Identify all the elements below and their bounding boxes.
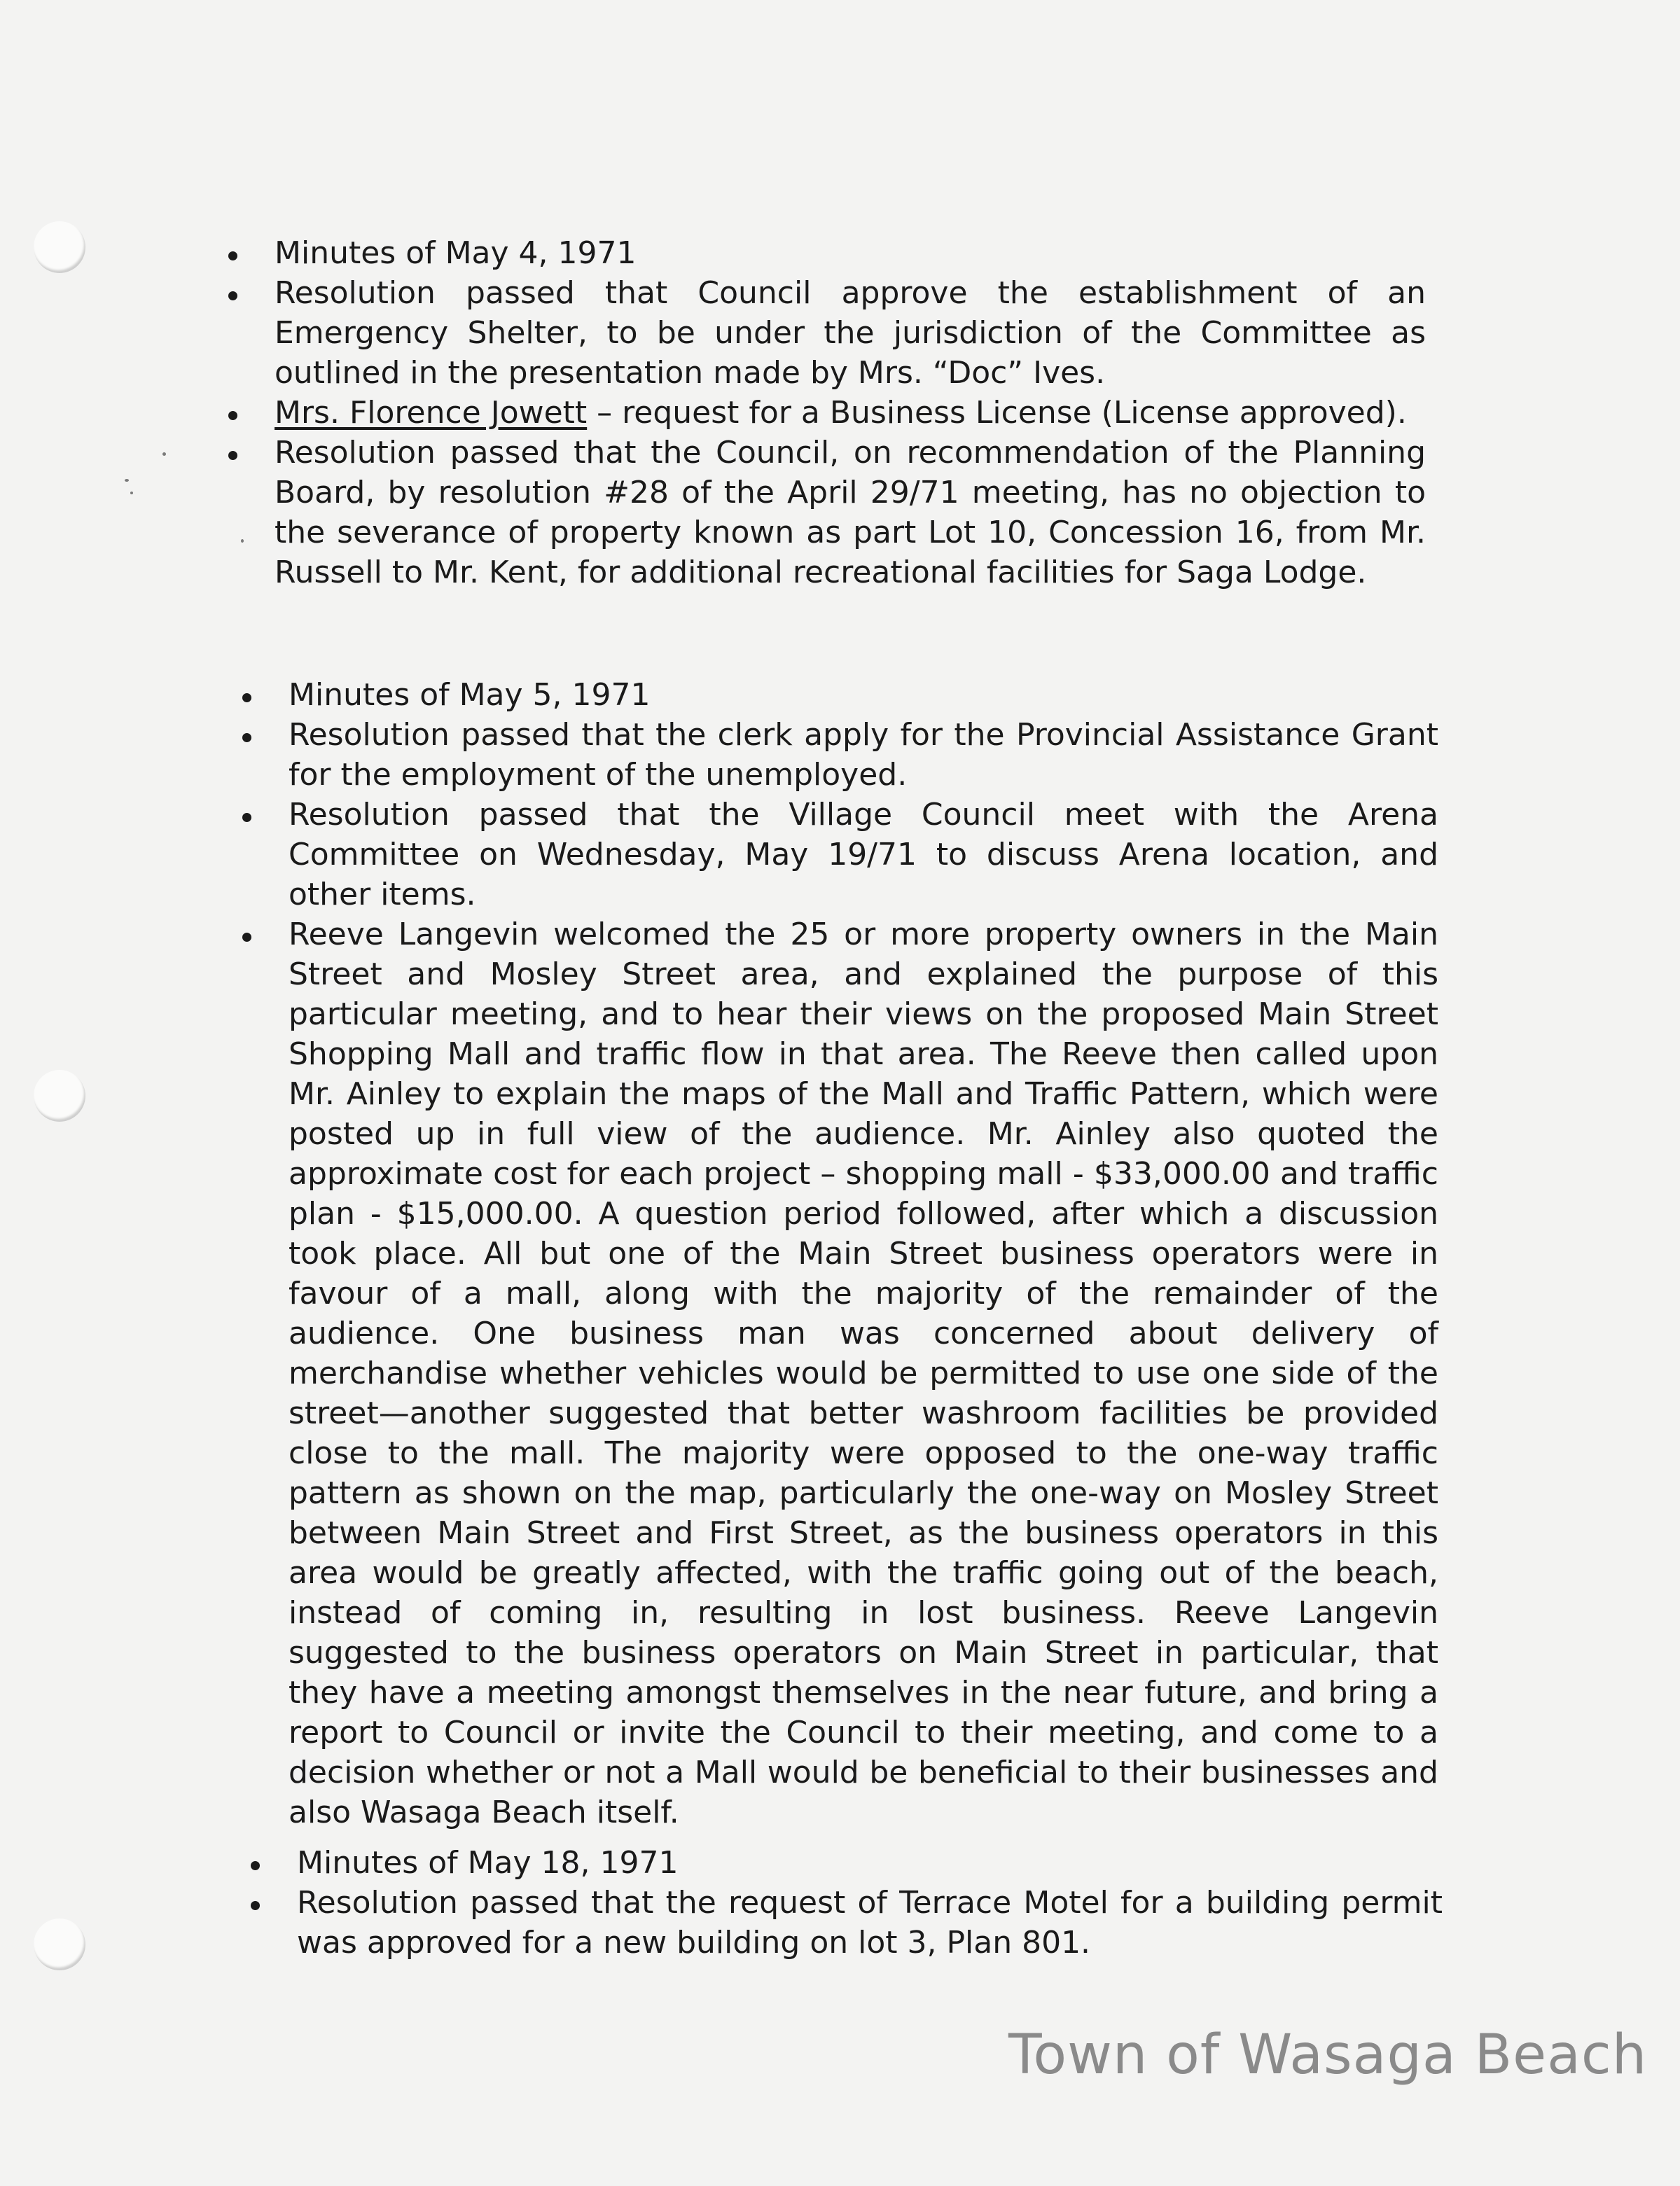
list-item bbox=[237, 795, 1438, 914]
item-text: – request for a Business License (License approved). bbox=[587, 395, 1407, 431]
item-text: Resolution passed that the request of Terrace Motel for a building permit was approved for a new building on lot 3, Plan 801. bbox=[297, 1885, 1443, 1961]
punch-hole-bottom bbox=[34, 1919, 85, 1970]
item-text: Resolution passed that the Council, on recommendation of the Planning Board, by resolution #28 of the April 29/71 meeting, has no objection to the severance of property known as part Lot 10, Concession 16, from Mr. Russell to Mr. Kent, for additional recreational facilities for Saga Lodge. bbox=[275, 435, 1426, 590]
minutes-section-may-4 bbox=[223, 233, 1426, 592]
item-text: Resolution passed that the Village Council meet with the Arena Committee on Wednesday, May 19/71 to discuss Arena location, and other items. bbox=[289, 797, 1438, 912]
list-item bbox=[237, 675, 1438, 715]
item-text: Reeve Langevin welcomed the 25 or more property owners in the Main Street and Mosley Street area, and explained the purpose of this particular meeting, and to hear their views on the proposed Main Street Shopping Mall and traffic flow in that area. The Reeve then called upon Mr. Ainley to explain the maps of the Mall and Traffic Pattern, which were posted up in full view of the audience. Mr. Ainley also quoted the approximate cost for each project – shopping mall - $33,000.00 and traffic plan - $15,000.00. A question period followed, after which a discussion took place. All but one of the Main Street business operators were in favour of a mall, along with the majority of the remainder of the audience. One business man was concerned about delivery of merchandise whether vehicles would be permitted to use one side of the street—another suggested that better washroom facilities be provided close to the mall. The majority were opposed to the one-way traffic pattern as shown on the map, particularly the one-way on Mosley Street between Main Street and First Street, as the business operators in this area would be greatly affected, with the traffic going out of the beach, instead of coming in, resulting in lost business. Reeve Langevin suggested to the business operators on Main Street in particular, that they have a meeting amongst themselves in the near future, and bring a report to Council or invite the Council to their meeting, and come to a decision whether or not a Mall would be beneficial to their businesses and also Wasaga Beach itself. bbox=[289, 917, 1438, 1830]
minutes-section-may-18 bbox=[245, 1843, 1443, 1963]
punch-hole-top bbox=[34, 221, 85, 273]
list-item bbox=[223, 393, 1426, 433]
list-item bbox=[223, 433, 1426, 592]
person-name: Mrs. Florence Jowett bbox=[275, 395, 588, 431]
item-text: Resolution passed that the clerk apply for the Provincial Assistance Grant for the employment of the unemployed. bbox=[289, 717, 1438, 793]
scan-speck bbox=[130, 492, 133, 494]
minutes-heading: Minutes of May 5, 1971 bbox=[289, 677, 651, 713]
minutes-section-may-5 bbox=[237, 675, 1438, 1832]
watermark: Town of Wasaga Beach bbox=[1008, 2024, 1648, 2087]
item-text: Resolution passed that Council approve the establishment of an Emergency Shelter, to be under the jurisdiction of the Committee as outlined in the presentation made by Mrs. “Doc” Ives. bbox=[275, 275, 1426, 391]
punch-hole-middle bbox=[34, 1070, 85, 1122]
scan-speck bbox=[125, 479, 129, 482]
list-item bbox=[237, 914, 1438, 1832]
list-item bbox=[245, 1883, 1443, 1963]
list-item bbox=[223, 273, 1426, 393]
list-item bbox=[245, 1843, 1443, 1883]
minutes-heading: Minutes of May 4, 1971 bbox=[275, 235, 637, 271]
list-item bbox=[223, 233, 1426, 273]
list-item bbox=[237, 715, 1438, 795]
scan-speck bbox=[162, 452, 166, 456]
minutes-heading: Minutes of May 18, 1971 bbox=[297, 1845, 679, 1881]
